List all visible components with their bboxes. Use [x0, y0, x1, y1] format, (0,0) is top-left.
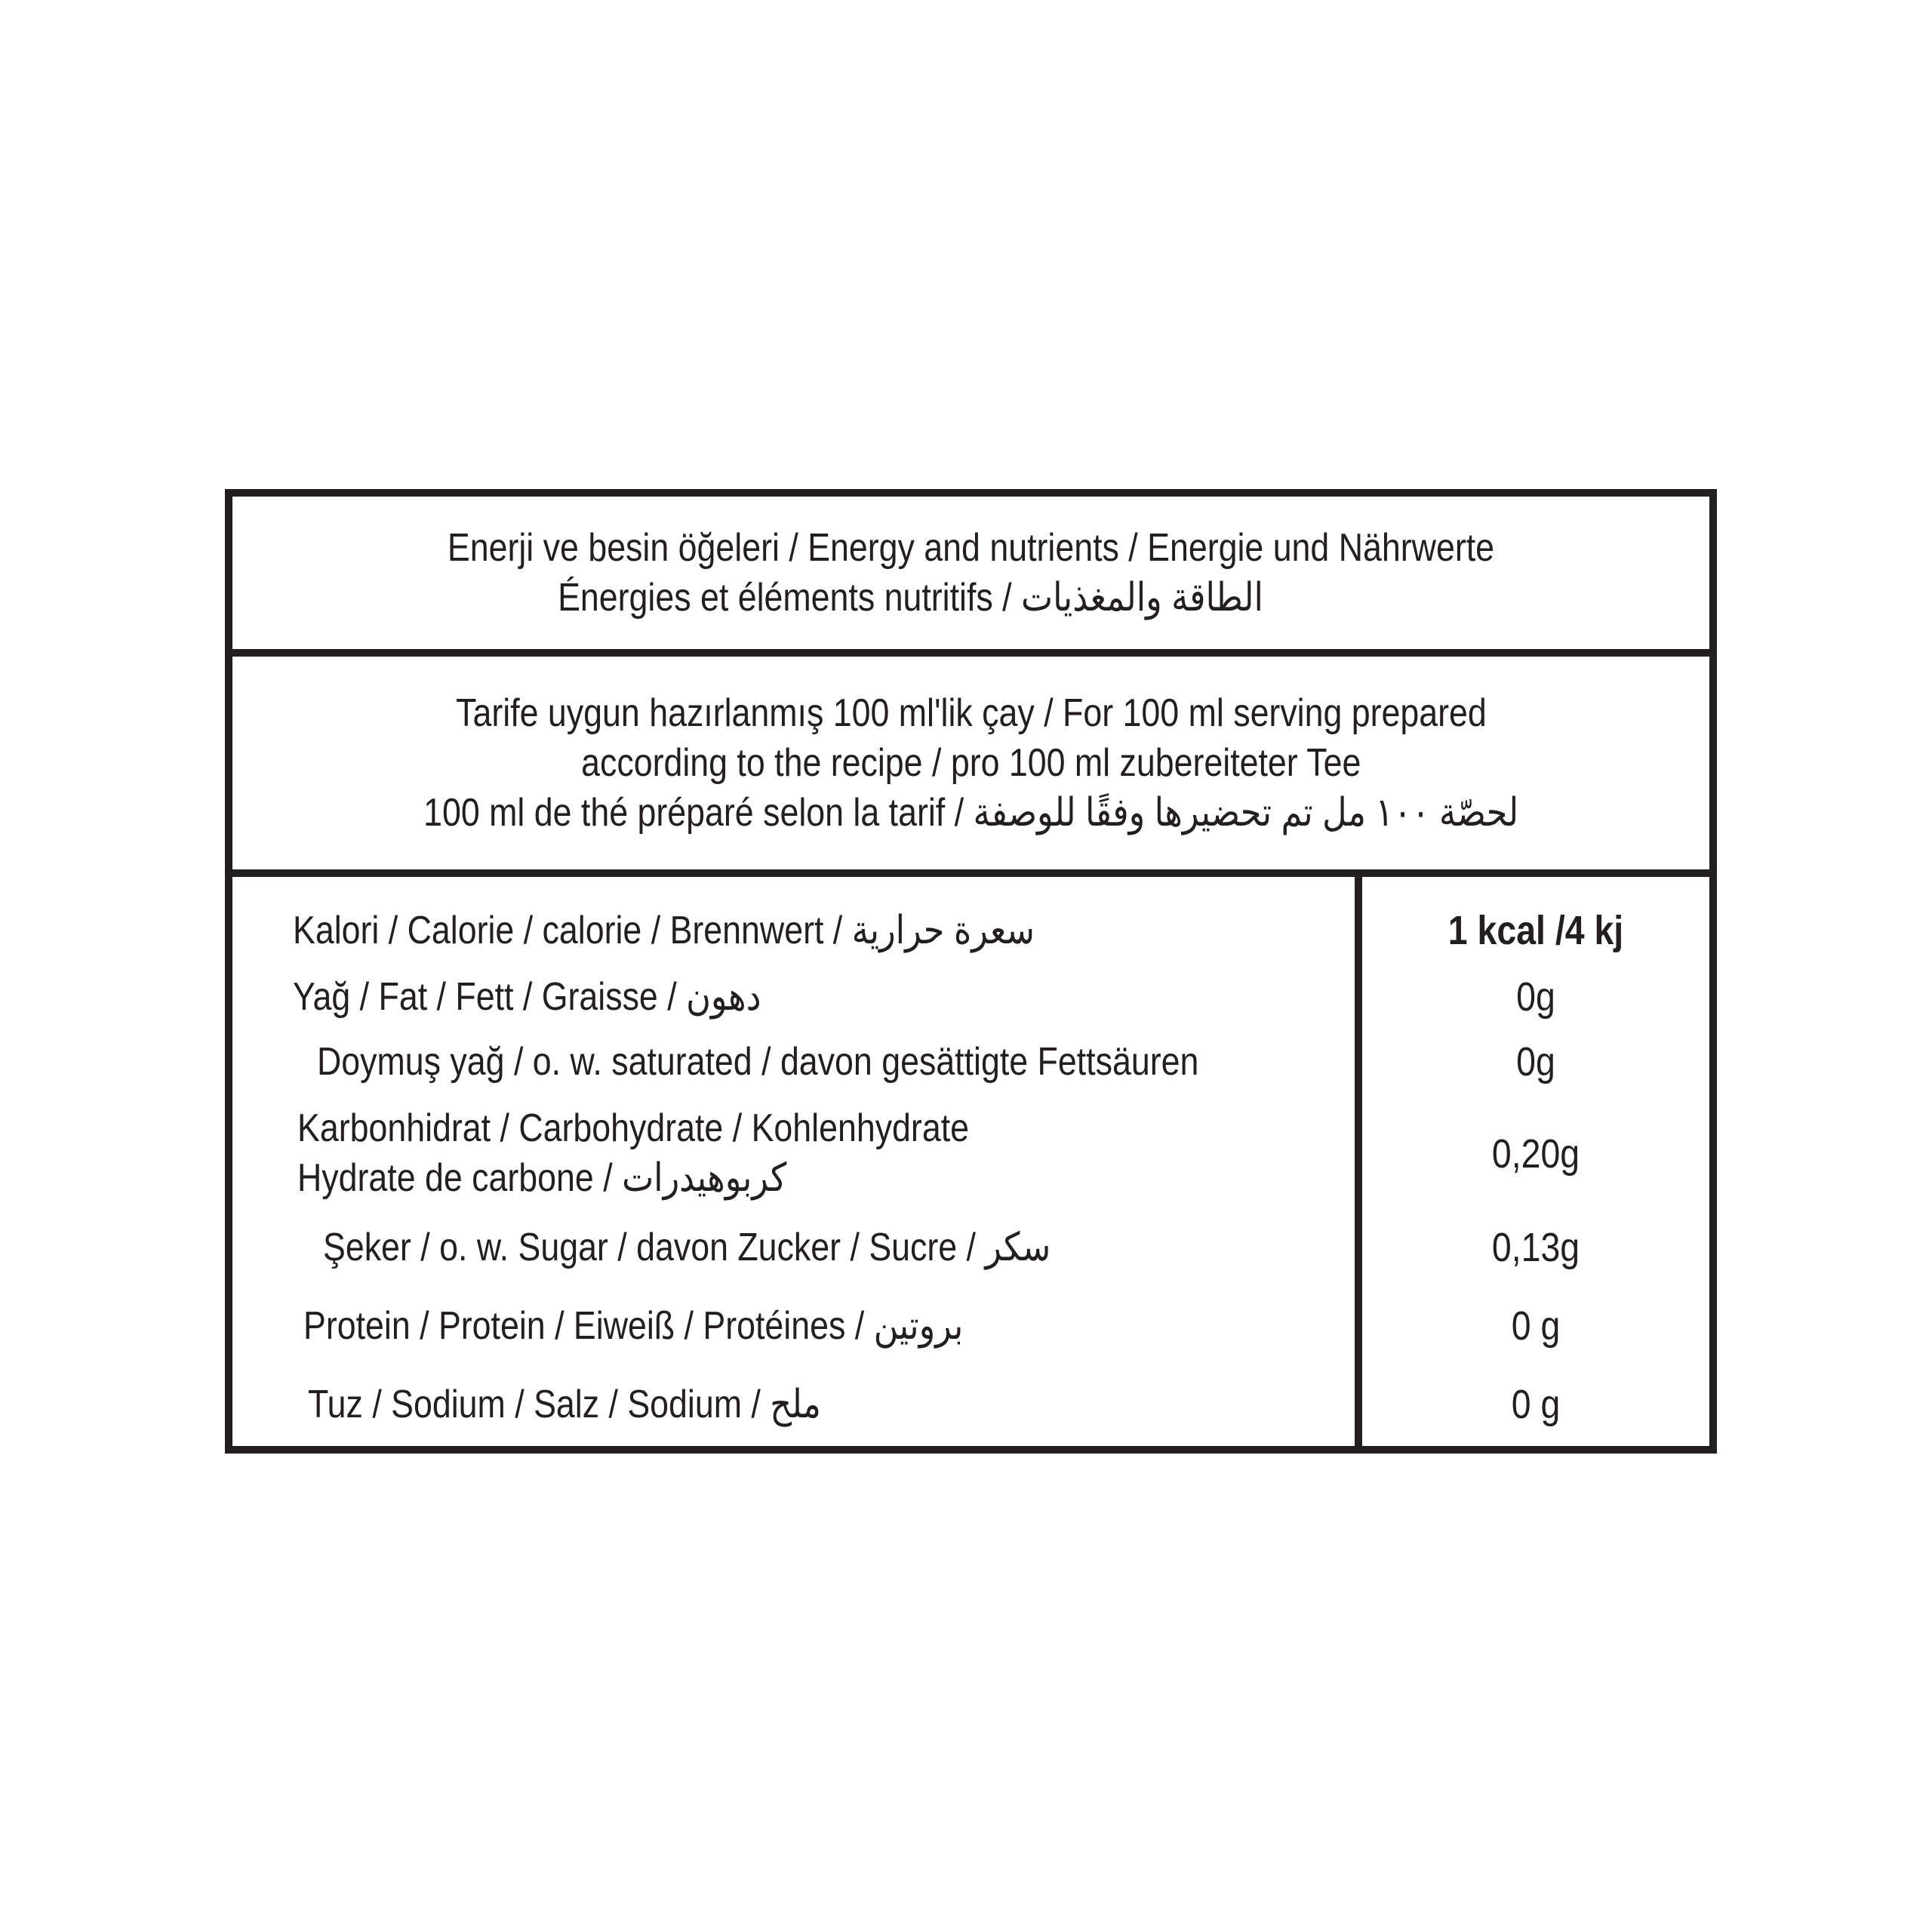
nutrient-value-sugar: 0,13g: [1491, 1225, 1580, 1270]
nutrient-names-column: [232, 877, 1362, 1446]
table-title-section: [232, 497, 1709, 657]
nutrient-name-fat: Yağ / Fat / Fett / Graisse / دهون: [293, 975, 761, 1019]
nutrient-rows: [232, 877, 1709, 1446]
nutrient-name-sugar: Şeker / o. w. Sugar / davon Zucker / Sucre / سكر: [323, 1226, 1051, 1269]
serving-info-section: [232, 657, 1709, 877]
nutrition-table: [225, 489, 1717, 1454]
nutrient-name-carbohydrate-line-2: Hydrate de carbone / كربوهيدرات: [297, 1156, 787, 1200]
serving-line-3: 100 ml de thé préparé selon la tarif / لحصّة ١٠٠ مل تم تحضيرها وفقًا للوصفة: [423, 791, 1519, 835]
serving-line-1: Tarife uygun hazırlanmış 100 ml'lik çay / For 100 ml serving prepared: [455, 691, 1487, 735]
nutrient-value-fat: 0g: [1516, 974, 1555, 1020]
title-line-1: Enerji ve besin öğeleri / Energy and nutrients / Energie und Nährwerte: [447, 526, 1495, 570]
nutrient-name-carbohydrate-line-1: Karbonhidrat / Carbohydrate / Kohlenhydrate: [297, 1106, 969, 1150]
nutrient-name-energy: Kalori / Calorie / calorie / Brennwert / سعرة حرارية: [293, 909, 1035, 952]
nutrient-value-protein: 0 g: [1511, 1303, 1561, 1349]
nutrient-value-carbohydrate: 0,20g: [1491, 1131, 1580, 1177]
title-line-2: Énergies et éléments nutritifs / الطاقة والمغذيات: [558, 576, 1263, 620]
nutrient-value-salt: 0 g: [1511, 1382, 1561, 1427]
nutrient-value-energy: 1 kcal /4 kj: [1447, 908, 1624, 953]
serving-line-2: according to the recipe / pro 100 ml zubereiteter Tee: [580, 741, 1361, 785]
nutrient-values-column: [1362, 877, 1709, 1446]
nutrient-name-saturated-fat: Doymuş yağ / o. w. saturated / davon gesättigte Fettsäuren: [317, 1040, 1199, 1084]
nutrient-name-protein: Protein / Protein / Eiweiß / Protéines / بروتين: [303, 1304, 964, 1348]
nutrient-value-saturated-fat: 0g: [1516, 1039, 1555, 1084]
nutrient-name-salt: Tuz / Sodium / Salz / Sodium / ملح: [308, 1383, 821, 1426]
